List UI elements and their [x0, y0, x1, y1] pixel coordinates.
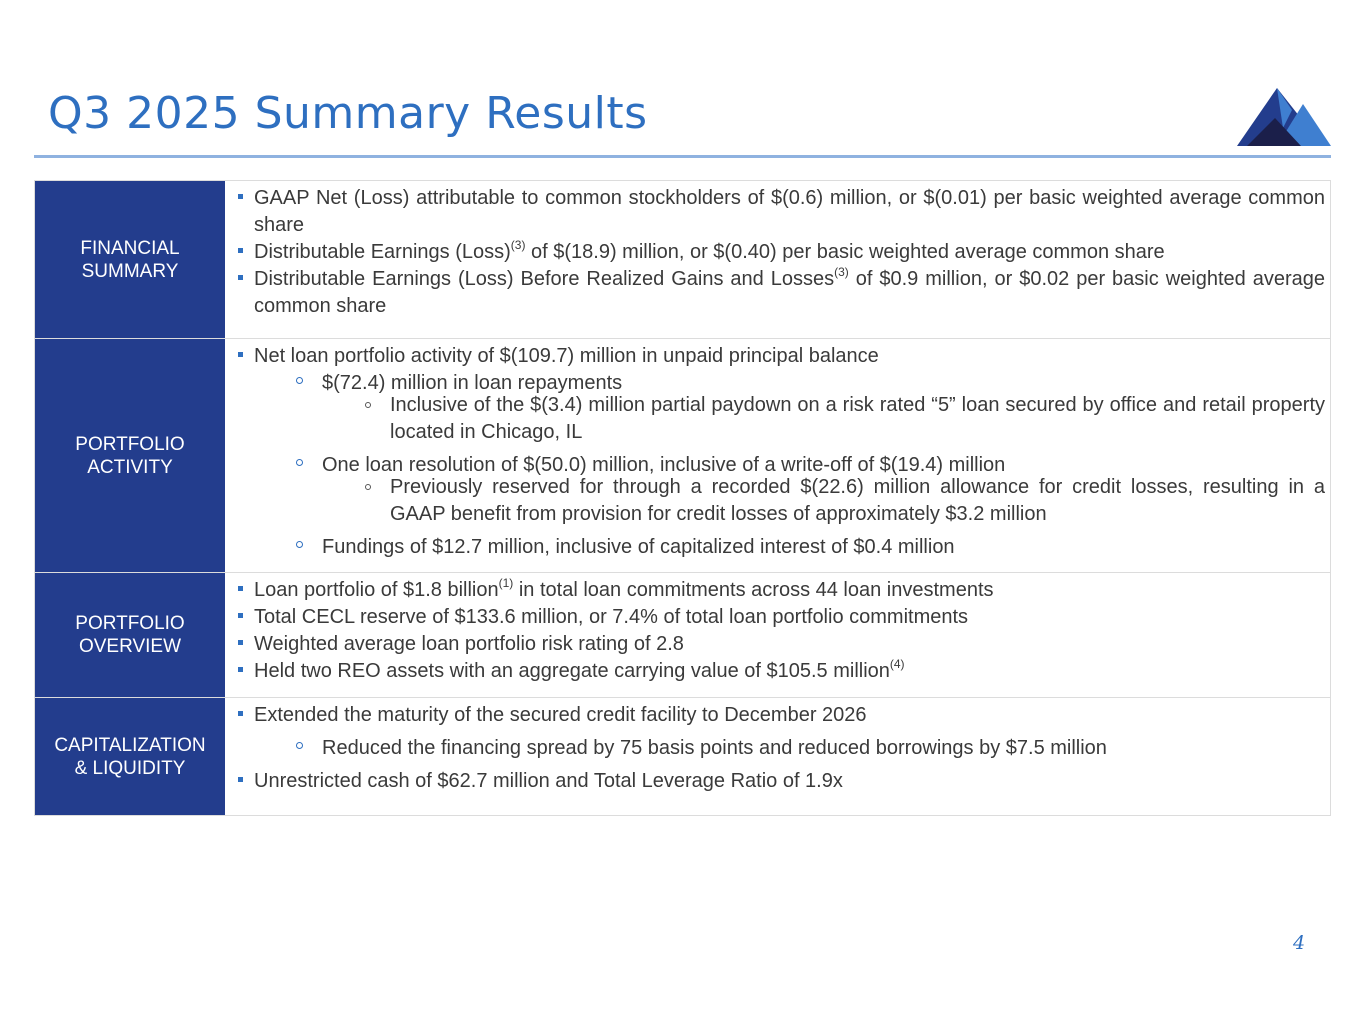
list-item: Reduced the financing spread by 75 basis points and reduced borrowings by $7.5 million	[237, 735, 1325, 762]
list-item: Previously reserved for through a recorded $(22.6) million allowance for credit losses, resulting in a GAAP benefit from provision for credit losses of approximately $3.2 million	[237, 474, 1325, 528]
portfolio-activity-row	[35, 339, 1330, 573]
list-item: Loan portfolio of $1.8 billion$^{(1)}$ in total loan commitments across 44 loan investments	[237, 577, 1325, 604]
portfolio-overview-content	[225, 573, 1330, 697]
financial-summary-content	[225, 181, 1330, 338]
list-item: Weighted average loan portfolio risk rating of 2.8	[237, 631, 1325, 658]
list-item: Unrestricted cash of $62.7 million and Total Leverage Ratio of 1.9x	[237, 768, 1325, 795]
portfolio-activity-content	[225, 339, 1330, 572]
financial-summary-row	[35, 181, 1330, 339]
portfolio-overview-row	[35, 573, 1330, 698]
title-divider	[34, 155, 1331, 158]
list-item: Fundings of $12.7 million, inclusive of capitalized interest of $0.4 million	[237, 534, 1325, 561]
capitalization-liquidity-label: CAPITALIZATION & LIQUIDITY	[35, 698, 225, 815]
list-item: Held two REO assets with an aggregate carrying value of $105.5 million$^{(4)}$	[237, 658, 1325, 685]
capitalization-liquidity-row	[35, 698, 1330, 816]
capitalization-liquidity-content	[225, 698, 1330, 815]
list-item: One loan resolution of $(50.0) million, inclusive of a write-off of $(19.4) million	[237, 452, 1325, 479]
summary-table	[34, 180, 1331, 816]
list-item: $(72.4) million in loan repayments	[237, 370, 1325, 397]
page-title: Q3 2025 Summary Results	[48, 88, 648, 139]
page-number: 4	[1293, 932, 1306, 954]
list-item: Net loan portfolio activity of $(109.7) million in unpaid principal balance	[237, 343, 1325, 370]
portfolio-overview-label: PORTFOLIO OVERVIEW	[35, 573, 225, 697]
mountain-logo-icon	[1237, 88, 1331, 148]
list-item: Distributable Earnings (Loss) Before Realized Gains and Losses$^{(3)}$ of $0.9 million, or $0.02 per basic weighted average common share	[237, 266, 1325, 320]
list-item: Total CECL reserve of $133.6 million, or 7.4% of total loan portfolio commitments	[237, 604, 1325, 631]
portfolio-activity-label: PORTFOLIO ACTIVITY	[35, 339, 225, 572]
list-item: Distributable Earnings (Loss)$^{(3)}$ of $(18.9) million, or $(0.40) per basic weighted average common share	[237, 239, 1325, 266]
list-item: Extended the maturity of the secured credit facility to December 2026	[237, 702, 1325, 729]
financial-summary-label: FINANCIAL SUMMARY	[35, 181, 225, 338]
list-item: GAAP Net (Loss) attributable to common stockholders of $(0.6) million, or $(0.01) per basic weighted average common share	[237, 185, 1325, 239]
list-item: Inclusive of the $(3.4) million partial paydown on a risk rated “5” loan secured by office and retail property located in Chicago, IL	[237, 392, 1325, 446]
